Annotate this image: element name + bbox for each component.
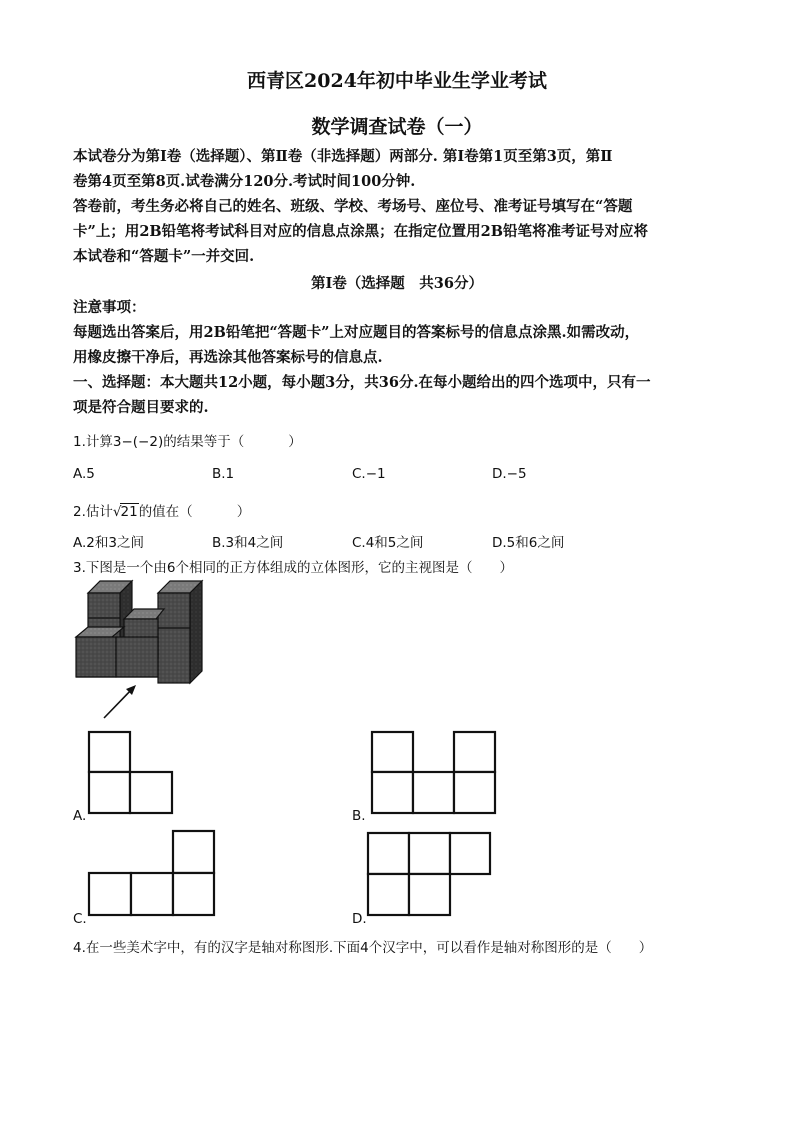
notice-line-1: 每题选出答案后，用2B铅笔把“答题卡”上对应题目的答案标号的信息点涂黑.如需改动， — [73, 324, 640, 341]
q2-option-c[interactable]: C.4和5之间 — [352, 535, 424, 551]
q3-option-c-label[interactable]: C. — [73, 911, 87, 927]
q3-option-d-label[interactable]: D. — [352, 911, 367, 927]
question-2-close: ） — [236, 504, 251, 520]
q1-option-d[interactable]: D.−5 — [492, 466, 527, 482]
intro-line-4: 卡”上；用2B铅笔将考试科目对应的信息点涂黑；在指定位置用2B铅笔将准考证号对应将 — [73, 223, 649, 240]
question-2-stem — [73, 500, 250, 520]
question-2-prefix: 2.估计 — [73, 504, 113, 520]
question-3-stem: 3.下图是一个由6个相同的正方体组成的立体图形，它的主视图是（ ） — [73, 560, 513, 576]
notice-title: 注意事项： — [73, 299, 146, 316]
question-1-close: ） — [288, 434, 302, 450]
q2-option-a[interactable]: A.2和3之间 — [73, 535, 144, 551]
cube-solid-figure — [70, 575, 210, 725]
intro-line-2: 卷第4页至第8页.试卷满分120分.考试时间100分钟. — [73, 173, 416, 190]
q1-option-a[interactable]: A.5 — [73, 466, 95, 482]
question-1-expression: 3−(−2) — [112, 434, 164, 450]
q3-option-a-figure[interactable] — [88, 731, 178, 817]
q3-option-d-figure[interactable] — [367, 832, 493, 918]
sqrt-sign: √ — [112, 504, 122, 520]
intro-line-3: 答卷前，考生务必将自己的姓名、班级、学校、考场号、座位号、准考证号填写在“答题 — [73, 198, 633, 215]
section-line-1: 一、选择题：本大题共12小题，每小题3分，共36分.在每小题给出的四个选项中，只有一 — [73, 374, 651, 391]
question-1-prefix: 1.计算 — [73, 434, 113, 450]
question-1-stem — [73, 430, 302, 450]
q3-option-b-figure[interactable] — [371, 731, 497, 817]
intro-line-5: 本试卷和“答题卡”一并交回. — [73, 248, 255, 265]
question-4-stem: 4.在一些美术字中，有的汉字是轴对称图形.下面4个汉字中，可以看作是轴对称图形的是（ ） — [73, 940, 653, 956]
q3-option-b-label[interactable]: B. — [352, 808, 366, 824]
question-2-suffix: 的值在（ — [138, 504, 193, 520]
part1-heading: 第Ⅰ卷（选择题 共36分） — [311, 275, 483, 292]
question-1-suffix: 的结果等于（ — [163, 434, 245, 450]
question-2-radicand: 21 — [120, 504, 138, 520]
q2-option-b[interactable]: B.3和4之间 — [212, 535, 284, 551]
intro-line-1: 本试卷分为第Ⅰ卷（选择题）、第Ⅱ卷（非选择题）两部分. 第Ⅰ卷第1页至第3页，第Ⅱ — [73, 148, 613, 165]
notice-line-2: 用橡皮擦干净后，再选涂其他答案标号的信息点. — [73, 349, 383, 366]
q3-option-a-label[interactable]: A. — [73, 808, 87, 824]
q1-option-b[interactable]: B.1 — [212, 466, 235, 482]
q3-option-c-figure[interactable] — [88, 830, 218, 918]
exam-title: 西青区2024年初中毕业生学业考试 — [247, 70, 547, 92]
section-line-2: 项是符合题目要求的. — [73, 399, 209, 416]
q2-option-d[interactable]: D.5和6之间 — [492, 535, 565, 551]
exam-subtitle: 数学调查试卷（一） — [311, 116, 483, 138]
q1-option-c[interactable]: C.−1 — [352, 466, 386, 482]
